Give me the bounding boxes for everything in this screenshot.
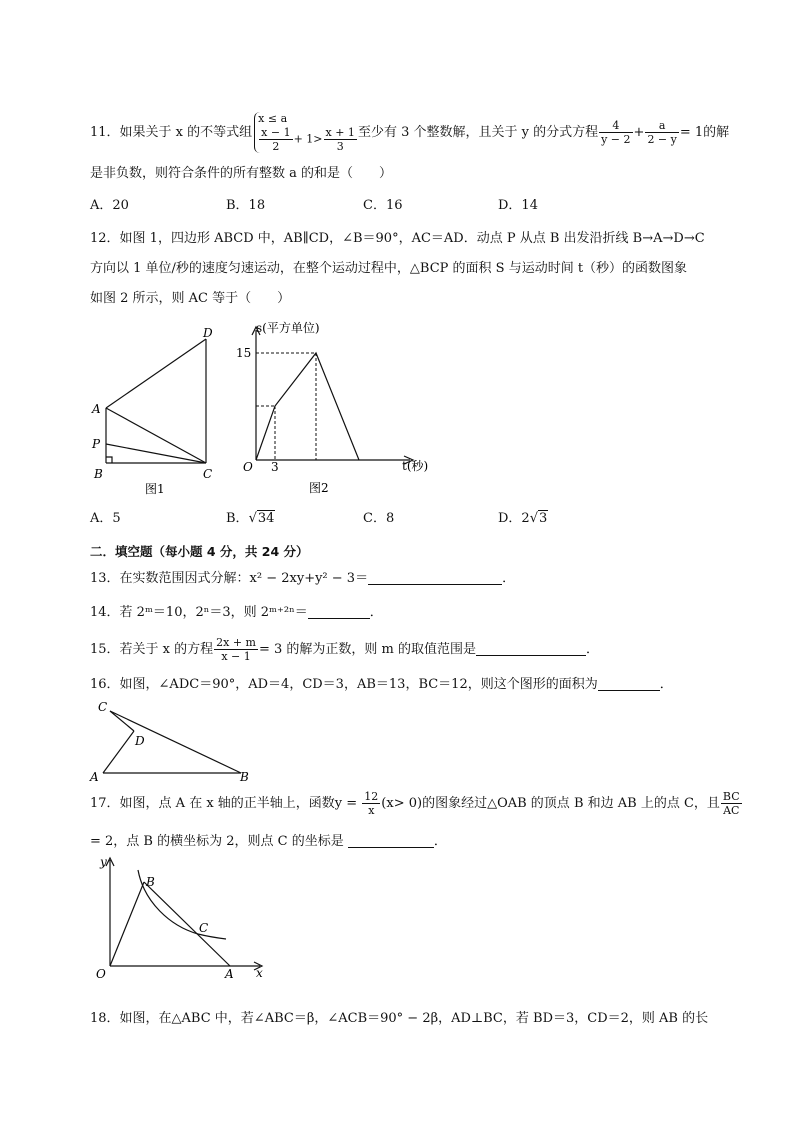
- q12-option-b-radicand: 34: [257, 511, 275, 526]
- q17-line-ob: [110, 882, 144, 966]
- q14-end: ．: [369, 605, 383, 620]
- q15-end: ．: [586, 642, 600, 657]
- q17-func-cond: (x> 0): [381, 796, 423, 811]
- q11-ineq2-num: x − 1: [261, 126, 291, 139]
- q16-line-cb: [110, 711, 241, 773]
- fig2-xtick-3: 3: [271, 460, 279, 474]
- q11-number: 11．: [90, 125, 120, 140]
- q15-frac: [214, 636, 258, 663]
- q17-ratio-den: AC: [723, 804, 740, 817]
- q16-figure: [88, 695, 260, 785]
- fig2-origin: O: [243, 460, 253, 474]
- q16-label-c: C: [98, 700, 108, 714]
- q17-func-den: x: [368, 804, 375, 817]
- q16-label-a: A: [90, 770, 99, 784]
- section-fill-blank-heading: 二．填空题（每小题 4 分，共 24 分）: [90, 544, 309, 559]
- q17-line1: [90, 789, 743, 819]
- q14-text: 14．若 2ᵐ＝10，2ⁿ＝3，则 2ᵐ⁺²ⁿ＝: [90, 605, 308, 620]
- q16-label-b: B: [240, 770, 249, 784]
- q15-frac-num: 2x + m: [216, 636, 256, 649]
- q11-option-a: A．20: [90, 198, 129, 213]
- q11-frac1-num: 4: [599, 119, 632, 133]
- q12-option-d: D．2√3: [498, 511, 548, 526]
- q16-text: 16．如图，∠ADC＝90°，AD＝4，CD＝3，AB＝13，BC＝12，则这个图形的面积为: [90, 677, 598, 692]
- q17-line-ba: [144, 882, 230, 966]
- q12-option-c: C．8: [363, 511, 395, 526]
- q11-ineq2-frac: [259, 126, 292, 153]
- fig1-caption: 图1: [145, 482, 165, 496]
- q15-post: = 3 的解为正数，则 m 的取值范围是: [258, 642, 477, 657]
- q12-line1: 12．如图 1，四边形 ABCD 中，AB∥CD，∠B＝90°，AC＝AD．动点 P 从点 B 出发沿折线 B→A→D→C: [90, 231, 705, 246]
- q17-figure: [88, 850, 273, 985]
- fig1-label-d: D: [203, 326, 213, 340]
- q11-ineq2-rnum: x + 1: [325, 126, 355, 139]
- q11-eq: = 1的解: [679, 125, 730, 140]
- fig1-label-c: C: [203, 467, 213, 481]
- fig1-line-ad: [106, 339, 206, 408]
- q17-func-frac: [362, 790, 380, 817]
- q12-option-b-prefix: B．: [226, 511, 249, 526]
- q15-prefix: 15．若关于 x 的方程: [90, 642, 214, 657]
- q12-option-d-prefix: D．2: [498, 511, 530, 526]
- q13-line: [90, 570, 515, 588]
- q11-option-b: B．18: [226, 198, 266, 213]
- q11-frac1: [599, 119, 632, 146]
- q17-ratio-num: BC: [722, 790, 740, 803]
- q17-label-a: A: [225, 967, 234, 981]
- q18-line: 18．如图，在△ABC 中，若∠ABC＝β，∠ACB＝90° − 2β，AD⊥BC，若 BD＝3，CD＝2，则 AB 的长: [90, 1011, 709, 1026]
- q17-answer-blank: [348, 833, 434, 848]
- q12-line3: 如图 2 所示，则 AC 等于（ ）: [90, 291, 291, 306]
- q11-frac2: [645, 119, 678, 146]
- q17-end: ．: [433, 834, 447, 849]
- q17-label-b: B: [146, 875, 155, 889]
- q12-figure1: [85, 325, 225, 500]
- q16-answer-blank: [598, 676, 660, 691]
- q16-end: ．: [659, 677, 673, 692]
- q11-frac2-den: 2 − y: [647, 133, 677, 146]
- q17-label-y: y: [100, 855, 107, 869]
- q15-answer-blank: [476, 641, 586, 656]
- q16-line-ad: [103, 731, 134, 773]
- q11-ineq2-den: 2: [272, 140, 280, 153]
- q17-label-x: x: [256, 966, 263, 980]
- q17-line2: [90, 833, 447, 851]
- q13-answer-blank: [368, 570, 502, 585]
- q11-line1: [90, 112, 729, 153]
- q11-frac1-den: y − 2: [601, 133, 631, 146]
- q16-line: [90, 676, 673, 694]
- q11-mid: 至少有 3 个整数解，且关于 y 的分式方程: [357, 125, 599, 140]
- q11-prefix: 如果关于 x 的不等式组: [119, 125, 253, 140]
- q11-option-c: C．16: [363, 198, 403, 213]
- q12-option-a: A．5: [90, 511, 121, 526]
- q11-option-d: D．14: [498, 198, 538, 213]
- q11-ineq2: [258, 126, 358, 153]
- q11-ineq2-rfrac: [324, 126, 357, 153]
- fig1-right-angle: [106, 457, 112, 463]
- q11-ineq2-mid: + 1>: [293, 132, 323, 146]
- q11-ineq1: x ≤ a: [258, 112, 288, 125]
- fig2-xlabel: t(秒): [402, 459, 429, 473]
- q11-plus: +: [633, 125, 645, 140]
- fig2-ylabel: s(平方单位): [256, 321, 320, 335]
- q12-option-d-radicand: 3: [539, 511, 548, 526]
- q14-line: [90, 604, 383, 622]
- q11-line2: 是非负数，则符合条件的所有整数 a 的和是（ ）: [90, 166, 393, 181]
- q14-answer-blank: [308, 604, 370, 619]
- q17-func-num: 12: [364, 790, 379, 803]
- fig1-line-ac: [106, 408, 206, 463]
- q17-ratio-frac: [721, 790, 742, 817]
- q11-frac2-num: a: [645, 119, 678, 133]
- q12-line2: 方向以 1 单位/秒的速度匀速运动，在整个运动过程中，△BCP 的面积 S 与运动时间 t（秒）的函数图象: [90, 261, 688, 276]
- fig1-line-pc: [106, 444, 206, 463]
- q11-inequality-system: [254, 112, 358, 153]
- fig2-caption: 图2: [309, 481, 329, 495]
- q17-prefix: 17．如图，点 A 在 x 轴的正半轴上，函数y =: [90, 796, 362, 811]
- q13-end: ．: [502, 571, 516, 586]
- q15-line: [90, 636, 599, 663]
- fig1-label-b: B: [94, 467, 103, 481]
- q12-figure2: [232, 318, 437, 500]
- q11-ineq2-rden: 3: [336, 140, 344, 153]
- fig2-ytick-15: 15: [236, 346, 252, 360]
- q12-option-b: B．√34: [226, 511, 275, 526]
- q17-mid: 的图象经过△OAB 的顶点 B 和边 AB 上的点 C，且: [422, 796, 720, 811]
- q16-label-d: D: [135, 734, 145, 748]
- q13-text: 13．在实数范围因式分解：x² − 2xy+y² − 3＝: [90, 571, 369, 586]
- q17-label-o: O: [96, 967, 106, 981]
- q15-frac-den: x − 1: [221, 650, 251, 663]
- q17-label-c: C: [199, 921, 209, 935]
- fig1-label-p: P: [92, 437, 101, 451]
- fig1-label-a: A: [92, 402, 101, 416]
- q17-line2-text: = 2，点 B 的横坐标为 2，则点 C 的坐标是: [90, 834, 348, 849]
